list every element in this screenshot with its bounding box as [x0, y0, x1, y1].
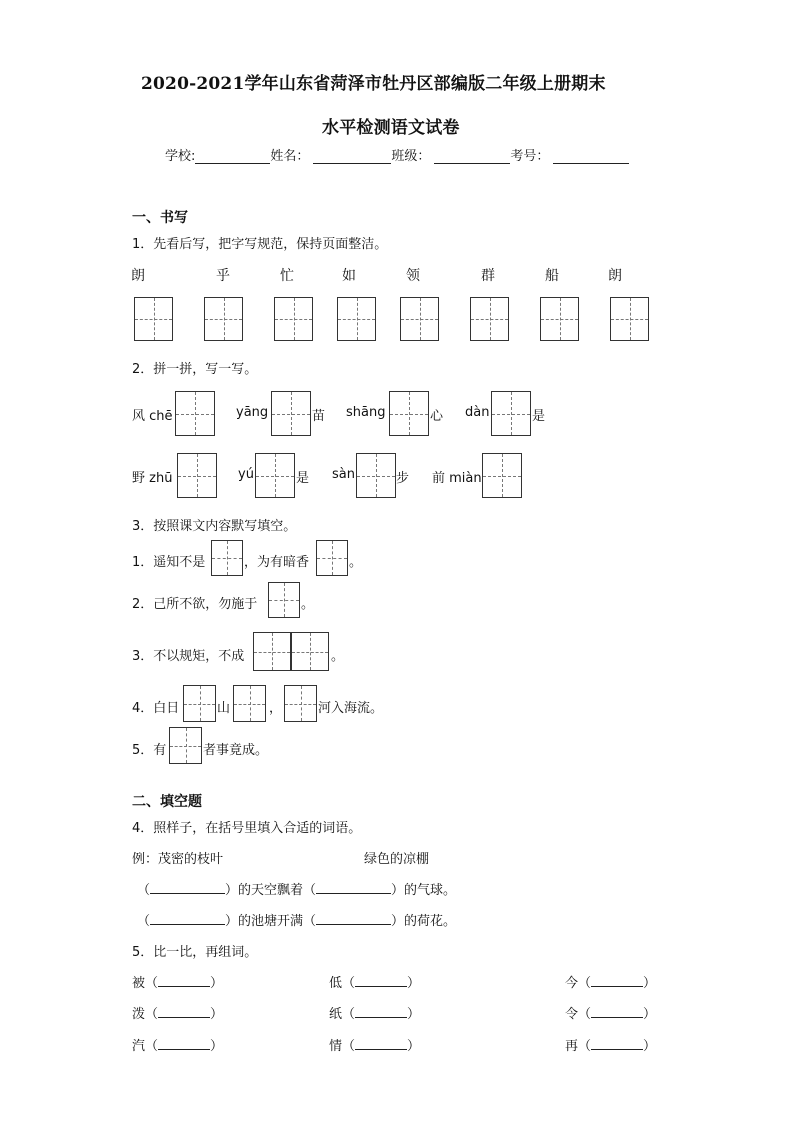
pinyin-answer-box[interactable]: [356, 453, 396, 498]
pinyin-answer-box[interactable]: [177, 453, 217, 498]
student-info-fields: [165, 145, 629, 164]
exam-number-label: 考号：: [510, 149, 550, 164]
writing-grid-box[interactable]: [540, 297, 579, 341]
paren-close: ）: [210, 1007, 224, 1022]
pinyin-prompt: dàn: [465, 405, 490, 420]
recite-answer-box[interactable]: [183, 685, 216, 722]
word-blank[interactable]: [591, 1005, 643, 1018]
compare-char: 低: [329, 976, 343, 991]
compare-char: 泼: [132, 1007, 146, 1022]
pinyin-suffix: 是: [296, 471, 310, 486]
fill-line-2-end: ）的荷花。: [391, 914, 457, 929]
writing-grid-box[interactable]: [400, 297, 439, 341]
pinyin-suffix: 是: [532, 409, 546, 424]
paren-close: ）: [407, 976, 421, 991]
recite-answer-box[interactable]: [211, 540, 243, 576]
compare-char: 情: [329, 1039, 343, 1054]
fill-blank[interactable]: [316, 912, 391, 925]
pinyin-prompt: shāng: [346, 405, 386, 420]
compare-item: [132, 1035, 223, 1054]
recite-item-2-text-end: 。: [301, 597, 315, 612]
section-heading-writing: 一、书写: [132, 210, 188, 226]
paren-open: （: [342, 1039, 356, 1054]
fill-blank[interactable]: [316, 881, 391, 894]
recite-item-4-text-end: 河入海流。: [318, 701, 384, 716]
fill-line-2-mid: ）的池塘开满（: [225, 914, 317, 929]
compare-char: 纸: [329, 1007, 343, 1022]
question-1-prompt: 1．先看后写，把字写规范，保持页面整洁。: [132, 237, 388, 252]
question-2-prompt: 2．拼一拼，写一写。: [132, 362, 258, 377]
paren-close: ）: [643, 1039, 657, 1054]
fill-line-1: [137, 879, 456, 898]
paren-close: ）: [643, 976, 657, 991]
recite-answer-box[interactable]: [291, 632, 329, 671]
recite-answer-box[interactable]: [169, 727, 202, 764]
compare-char: 再: [565, 1039, 579, 1054]
compare-item: [329, 972, 420, 991]
recite-item-5-text: 5．有: [132, 743, 167, 758]
exam-number-blank[interactable]: [553, 149, 629, 164]
word-blank[interactable]: [591, 1037, 643, 1050]
section-heading-fill-in: 二、填空题: [132, 794, 202, 810]
paren-close: ）: [210, 976, 224, 991]
compare-char: 令: [565, 1007, 579, 1022]
paren-open: （: [578, 1007, 592, 1022]
paren-open: （: [137, 914, 151, 929]
pinyin-answer-box[interactable]: [389, 391, 429, 436]
pinyin-prompt: yú: [238, 467, 254, 482]
pinyin-answer-box[interactable]: [482, 453, 522, 498]
paren-close: ）: [643, 1007, 657, 1022]
compare-item: [329, 1035, 420, 1054]
paren-open: （: [145, 1007, 159, 1022]
question-3-prompt: 3．按照课文内容默写填空。: [132, 519, 297, 534]
school-label: 学校:: [165, 149, 196, 164]
word-blank[interactable]: [158, 1005, 210, 1018]
page-title-line1: 2020-2021学年山东省菏泽市牡丹区部编版二年级上册期末: [141, 74, 606, 94]
recite-item-5-text-end: 者事竟成。: [203, 743, 269, 758]
paren-open: （: [578, 976, 592, 991]
recite-item-4-comma: ，: [269, 701, 283, 716]
paren-close: ）: [210, 1039, 224, 1054]
model-char-8: 朗: [608, 268, 622, 284]
paren-close: ）: [407, 1007, 421, 1022]
model-char-4: 如: [342, 268, 356, 284]
recite-item-2-text: 2．己所不欲，勿施于: [132, 597, 258, 612]
recite-item-4-text-mid: 山: [217, 701, 231, 716]
pinyin-answer-box[interactable]: [271, 391, 311, 436]
pinyin-suffix: 苗: [312, 409, 326, 424]
fill-blank[interactable]: [150, 881, 225, 894]
name-label: 姓名：: [270, 149, 310, 164]
compare-char: 汽: [132, 1039, 146, 1054]
recite-answer-box[interactable]: [268, 582, 300, 618]
paren-close: ）: [407, 1039, 421, 1054]
word-blank[interactable]: [158, 974, 210, 987]
pinyin-answer-box[interactable]: [255, 453, 295, 498]
recite-answer-box[interactable]: [253, 632, 291, 671]
recite-item-3-text-end: 。: [331, 649, 345, 664]
recite-item-1-text-mid: ，为有暗香: [244, 555, 310, 570]
recite-item-1-text: 1．遥知不是: [132, 555, 206, 570]
word-blank[interactable]: [158, 1037, 210, 1050]
model-char-3: 忙: [280, 268, 294, 284]
pinyin-prompt: 风 chē: [132, 409, 173, 424]
pinyin-prompt: 前 miàn: [432, 471, 482, 486]
compare-item: [565, 972, 656, 991]
model-char-5: 领: [406, 268, 420, 284]
name-blank[interactable]: [313, 149, 391, 164]
writing-grid-box[interactable]: [470, 297, 509, 341]
paren-open: （: [578, 1039, 592, 1054]
compare-item: [132, 1003, 223, 1022]
compare-item: [329, 1003, 420, 1022]
recite-item-4-text: 4．白日: [132, 701, 180, 716]
recite-answer-box[interactable]: [284, 685, 317, 722]
word-blank[interactable]: [591, 974, 643, 987]
recite-item-1-text-end: 。: [349, 555, 363, 570]
pinyin-answer-box[interactable]: [175, 391, 215, 436]
writing-grid-box[interactable]: [204, 297, 243, 341]
paren-open: （: [342, 976, 356, 991]
pinyin-suffix: 步: [396, 471, 410, 486]
fill-blank[interactable]: [150, 912, 225, 925]
pinyin-suffix: 心: [430, 409, 444, 424]
paren-open: （: [145, 1039, 159, 1054]
compare-item: [132, 972, 223, 991]
compare-item: [565, 1035, 656, 1054]
model-char-1: 朗: [131, 268, 145, 284]
writing-grid-box[interactable]: [337, 297, 376, 341]
class-blank[interactable]: [434, 149, 510, 164]
class-label: 班级：: [391, 149, 431, 164]
page-title-line2: 水平检测语文试卷: [322, 118, 460, 138]
compare-char: 被: [132, 976, 146, 991]
pinyin-answer-box[interactable]: [491, 391, 531, 436]
writing-grid-box[interactable]: [274, 297, 313, 341]
recite-answer-box[interactable]: [316, 540, 348, 576]
school-blank[interactable]: [195, 149, 270, 164]
model-char-7: 船: [545, 268, 559, 284]
question-4-prompt: 4．照样子，在括号里填入合适的词语。: [132, 821, 362, 836]
word-blank[interactable]: [355, 974, 407, 987]
word-blank[interactable]: [355, 1005, 407, 1018]
fill-line-1-end: ）的气球。: [391, 883, 457, 898]
fill-line-2: [137, 910, 456, 929]
pinyin-prompt: yāng: [236, 405, 269, 420]
model-char-2: 乎: [216, 268, 230, 284]
model-char-6: 群: [481, 268, 495, 284]
recite-item-3-text: 3．不以规矩，不成: [132, 649, 245, 664]
recite-answer-box[interactable]: [233, 685, 266, 722]
writing-grid-box[interactable]: [134, 297, 173, 341]
example-right: 绿色的凉棚: [364, 852, 430, 867]
paren-open: （: [137, 883, 151, 898]
writing-grid-box[interactable]: [610, 297, 649, 341]
pinyin-prompt: sàn: [332, 467, 355, 482]
compare-item: [565, 1003, 656, 1022]
paren-open: （: [145, 976, 159, 991]
compare-char: 今: [565, 976, 579, 991]
fill-line-1-mid: ）的天空飘着（: [225, 883, 317, 898]
word-blank[interactable]: [355, 1037, 407, 1050]
pinyin-prompt: 野 zhū: [132, 471, 173, 486]
question-5-prompt: 5．比一比，再组词。: [132, 945, 258, 960]
example-left: 例：茂密的枝叶: [132, 852, 224, 867]
paren-open: （: [342, 1007, 356, 1022]
